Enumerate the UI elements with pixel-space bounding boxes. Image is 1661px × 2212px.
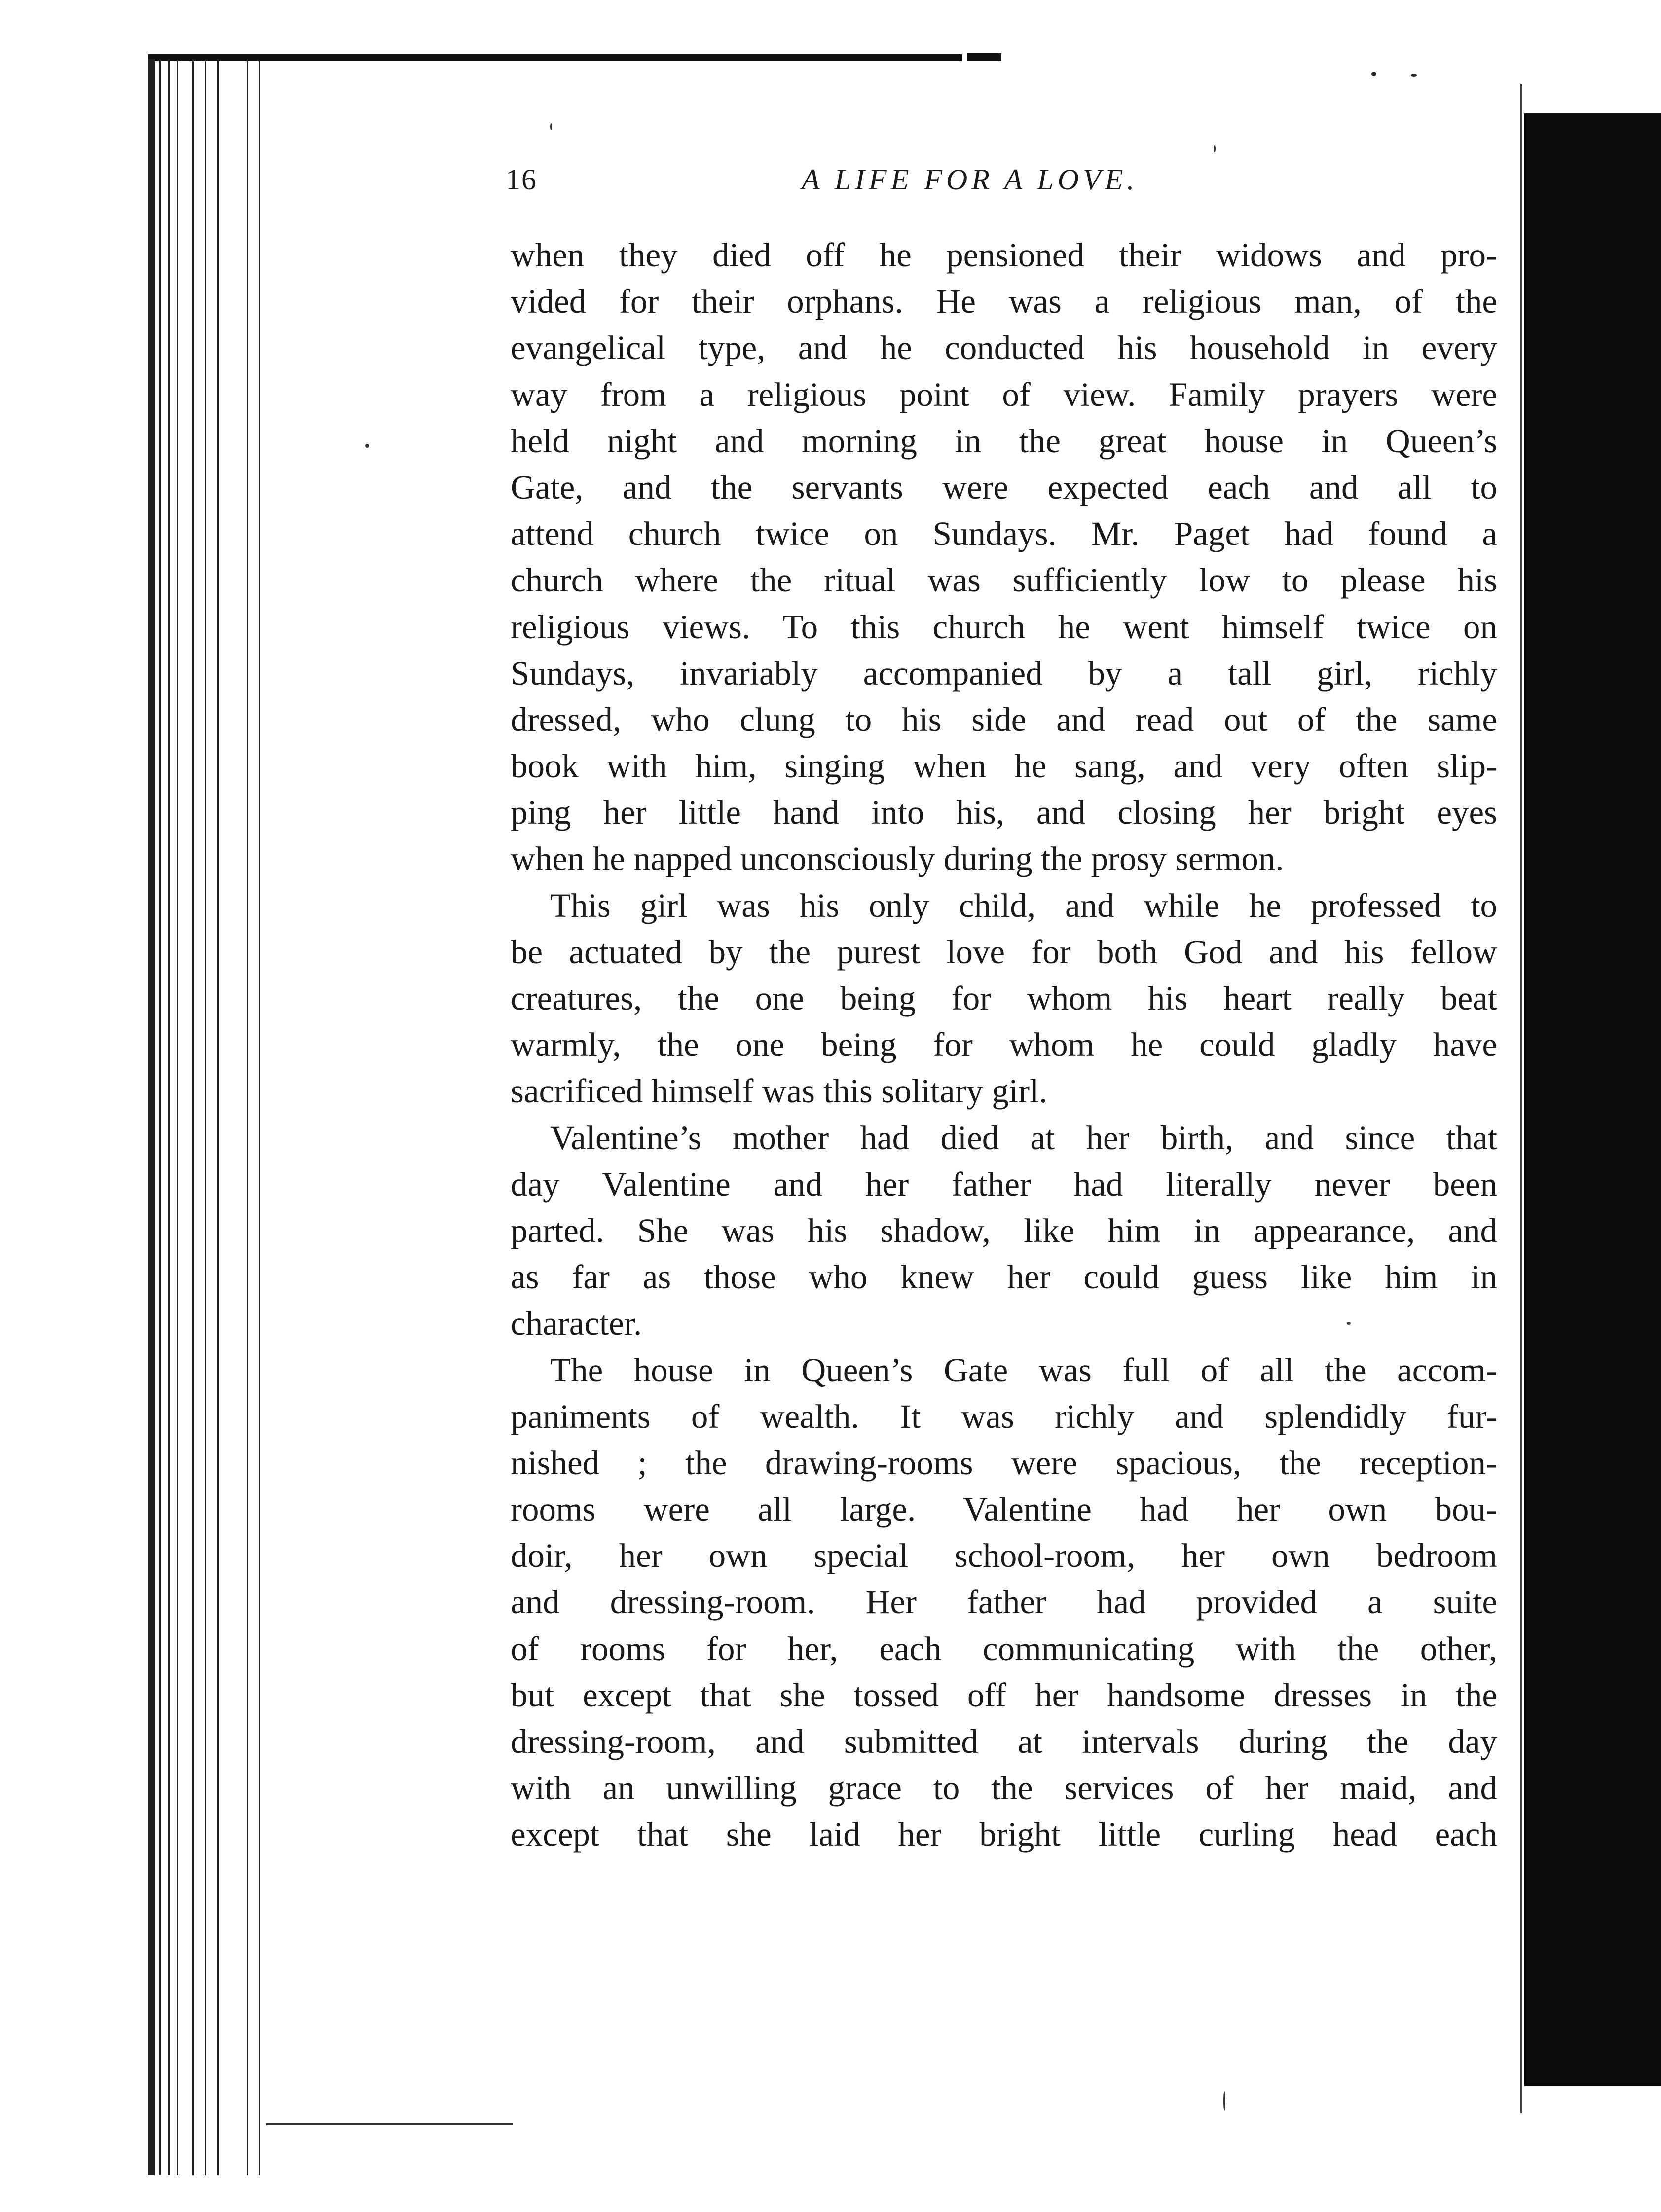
text-line: doir, her own special school-room, her own bedroom [511,1537,1497,1575]
text-line: nished ; the drawing-rooms were spacious, the reception- [511,1444,1497,1482]
text-line: creatures, the one being for whom his heart really beat [511,979,1497,1017]
text-line: evangelical type, and he conducted his household in every [511,329,1497,367]
text-line: warmly, the one being for whom he could gladly have [511,1026,1497,1064]
text-line: as far as those who knew her could guess like him in [511,1258,1497,1296]
right-page-edge [1520,84,1522,2113]
running-title: A LIFE FOR A LOVE. [802,163,1139,196]
text-line: ping her little hand into his, and closing her bright eyes [511,794,1497,832]
text-line: This girl was his only child, and while he professed to [550,886,1497,924]
text-line: when he napped unconsciously during the prosy sermon. [511,840,1284,878]
text-line: be actuated by the purest love for both God and his fellow [511,933,1497,971]
text-line: but except that she tossed off her handsome dresses in the [511,1676,1497,1714]
text-line: sacrificed himself was this solitary girl. [511,1072,1048,1110]
text-line: dressing-room, and submitted at intervals during the day [511,1723,1497,1760]
speck [1371,72,1376,76]
text-line: held night and morning in the great house in Queen’s [511,422,1497,460]
speck [1214,145,1216,152]
bottom-rule [266,2123,513,2125]
speck [550,123,552,130]
text-line: attend church twice on Sundays. Mr. Paget had found a [511,515,1497,553]
text-line: paniments of wealth. It was richly and splendidly fur- [511,1397,1497,1435]
right-scan-border [1524,113,1661,2086]
text-line: of rooms for her, each communicating with the other, [511,1630,1497,1668]
text-line: church where the ritual was sufficiently low to please his [511,561,1497,599]
text-line: book with him, singing when he sang, and very often slip- [511,747,1497,785]
text-line: religious views. To this church he went himself twice on [511,608,1497,646]
text-line: way from a religious point of view. Family prayers were [511,375,1497,413]
text-line: with an unwilling grace to the services of her maid, and [511,1769,1497,1807]
text-line: parted. She was his shadow, like him in appearance, and [511,1211,1497,1249]
text-line: Gate, and the servants were expected each and all to [511,468,1497,506]
text-line: Sundays, invariably accompanied by a tall girl, richly [511,654,1497,692]
text-line: Valentine’s mother had died at her birth, and since that [550,1119,1497,1157]
text-line: vided for their orphans. He was a religious man, of the [511,283,1497,321]
text-line: day Valentine and her father had literally never been [511,1165,1497,1203]
text-line: dressed, who clung to his side and read out of the same [511,700,1497,738]
top-rule-dash [967,53,1001,61]
page-number: 16 [506,163,537,196]
text-line: when they died off he pensioned their widows and pro- [511,236,1497,274]
text-line: character. [511,1305,642,1342]
text-line: except that she laid her bright little curling head each [511,1815,1497,1853]
speck [1411,74,1417,77]
speck [1223,2091,1225,2111]
text-line: and dressing-room. Her father had provided a suite [511,1583,1497,1621]
speck [365,444,369,448]
text-line: The house in Queen’s Gate was full of all the accom- [550,1351,1497,1389]
text-line: rooms were all large. Valentine had her own bou- [511,1490,1497,1528]
body-text [511,232,1497,1858]
page-binding-edges [148,59,296,2175]
running-head [506,158,1502,202]
